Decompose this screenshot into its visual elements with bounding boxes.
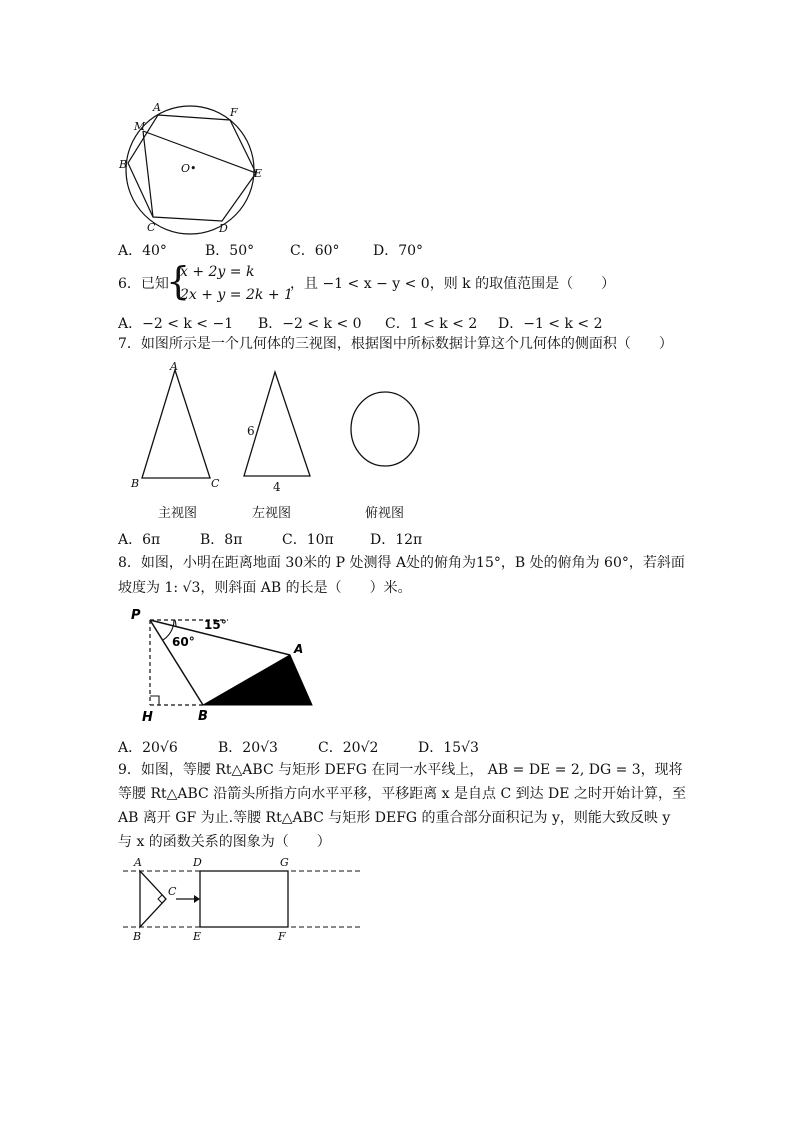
q8-label-60: 60° — [172, 635, 195, 649]
q6-eq2: 2x + y = 2k + 1 — [180, 287, 293, 303]
label-o: O• — [181, 162, 197, 175]
q7-caption-side: 左视图 — [252, 506, 292, 521]
q9-label-b: B — [133, 930, 142, 943]
q9-label-c: C — [168, 885, 177, 898]
q7-label-six: 6 — [247, 424, 255, 438]
label-d: D — [219, 222, 228, 235]
label-c: C — [147, 221, 156, 234]
q6-suffix: ，且 −1 < x − y < 0，则 k 的取值范围是（ ） — [290, 276, 616, 292]
label-e: E — [254, 167, 263, 180]
q8-label-a: A — [294, 642, 304, 656]
line-mc — [143, 131, 153, 217]
q8-option-c[interactable]: C．20√2 — [318, 740, 379, 756]
q9-line1: 9．如图，等腰 Rt△ABC 与矩形 DEFG 在同一水平线上， AB = DE = 2, DG = 3，现将 — [118, 762, 683, 778]
q7-label-four: 4 — [273, 480, 281, 494]
q8-label-b: B — [198, 709, 208, 724]
label-a: A — [153, 101, 161, 114]
q8-option-b[interactable]: B．20√3 — [218, 740, 278, 756]
q9-label-a: A — [134, 856, 142, 869]
q5-figure — [118, 100, 268, 240]
q9-line3: AB 离开 GF 为止.等腰 Rt△ABC 与矩形 DEFG 的重合部分面积记为 y，则能大致反映 y — [118, 810, 671, 826]
q9-line4: 与 x 的函数关系的图象为（ ） — [118, 834, 331, 850]
q8-line2: 坡度为 1: √3，则斜面 AB 的长是（ ）米。 — [118, 580, 412, 596]
label-f: F — [230, 106, 238, 119]
q8-option-d[interactable]: D．15√3 — [418, 740, 479, 756]
q7-option-b[interactable]: B．8π — [200, 532, 243, 548]
q6-brace: { — [166, 259, 191, 303]
q9-figure — [118, 853, 368, 945]
q7-text: 7．如图所示是一个几何体的三视图，根据图中所标数据计算这个几何体的侧面积（ ） — [118, 336, 673, 352]
label-m: M — [134, 120, 146, 133]
q7-option-d[interactable]: D．12π — [370, 532, 423, 548]
q6-option-d[interactable]: D．−1 < k < 2 — [498, 316, 603, 332]
q9-label-g: G — [280, 856, 289, 869]
q5-option-b[interactable]: B．50° — [205, 243, 255, 259]
q7-caption-front: 主视图 — [158, 506, 198, 521]
label-b: B — [119, 158, 128, 171]
q5-option-d[interactable]: D．70° — [373, 243, 424, 259]
q8-label-p: P — [131, 608, 141, 623]
q5-option-c[interactable]: C．60° — [290, 243, 340, 259]
q7-top-view — [345, 385, 425, 475]
q9-label-e: E — [193, 930, 202, 943]
q8-label-h: H — [142, 710, 153, 725]
q8-label-15: 15° — [204, 618, 227, 632]
q9-label-d: D — [193, 856, 202, 869]
q7-side-view — [238, 360, 328, 500]
q7-label-c: C — [211, 477, 220, 490]
q9-line2: 等腰 Rt△ABC 沿箭头所指方向水平平移，平移距离 x 是自点 C 到达 DE 之时开始计算，至 — [118, 786, 686, 802]
q7-front-view — [128, 360, 228, 490]
q6-option-a[interactable]: A．−2 < k < −1 — [118, 316, 234, 332]
q6-option-c[interactable]: C．1 < k < 2 — [385, 316, 478, 332]
q6-prefix: 6．已知 — [118, 276, 169, 292]
q8-figure — [128, 603, 323, 725]
q6-eq1: x + 2y = k — [180, 264, 255, 280]
q7-option-a[interactable]: A．6π — [118, 532, 161, 548]
q7-option-c[interactable]: C．10π — [282, 532, 334, 548]
q8-line1: 8．如图，小明在距离地面 30米的 P 处测得 A处的俯角为15°，B 处的俯角为 60°，若斜面 — [118, 555, 685, 571]
q5-option-a[interactable]: A．40° — [118, 243, 167, 259]
q9-label-f: F — [278, 930, 286, 943]
q7-caption-top: 俯视图 — [365, 506, 405, 521]
q8-option-a[interactable]: A．20√6 — [118, 740, 178, 756]
q7-label-b: B — [131, 477, 140, 490]
q7-label-a: A — [170, 360, 178, 373]
q6-option-b[interactable]: B．−2 < k < 0 — [258, 316, 362, 332]
